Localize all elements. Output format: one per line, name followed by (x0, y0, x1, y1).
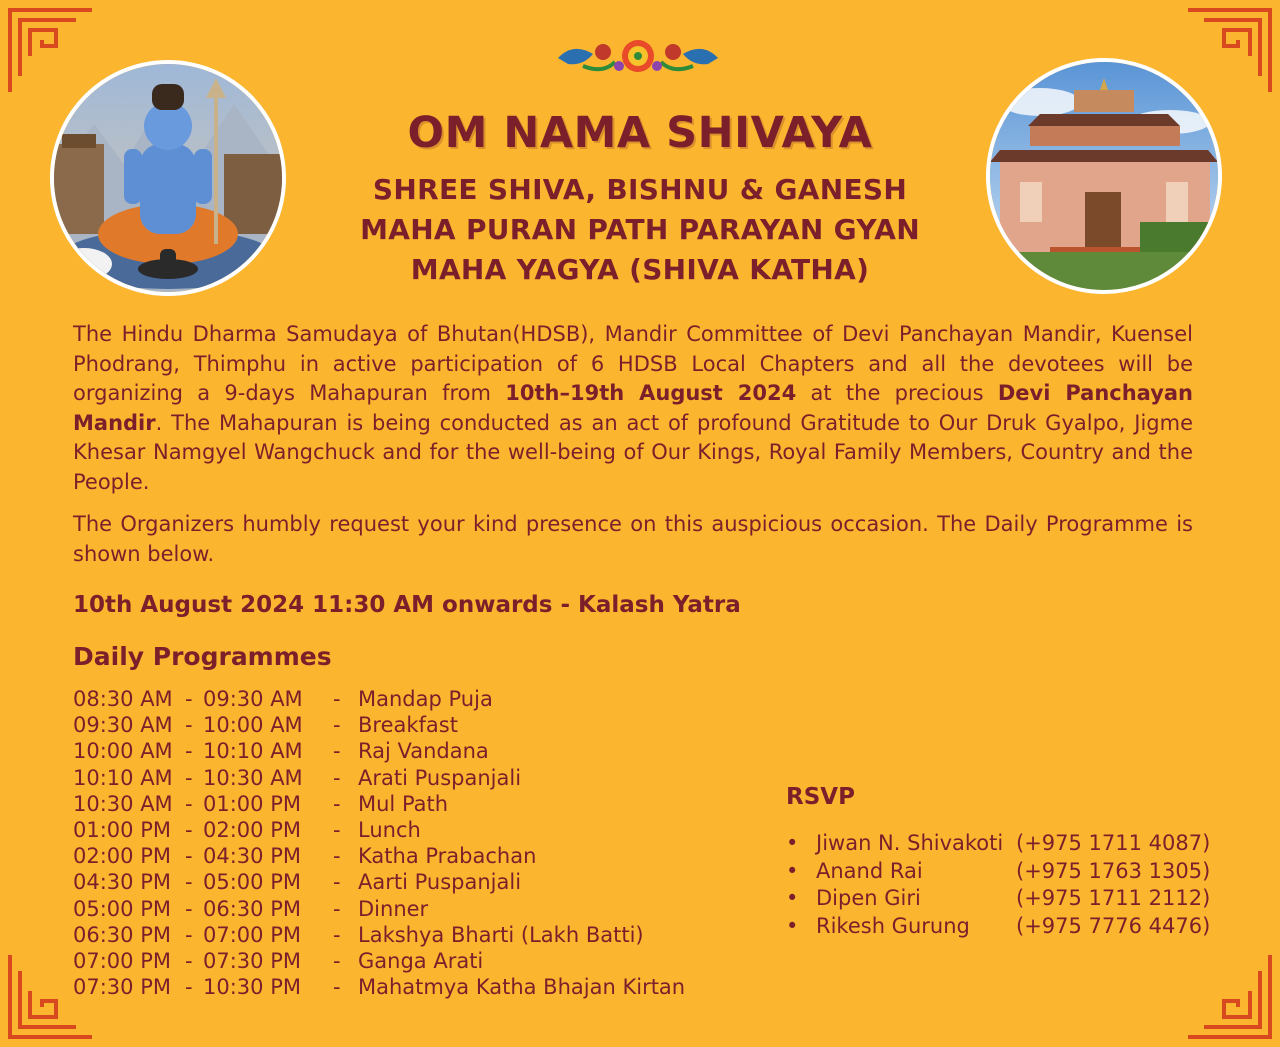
dash: - (185, 949, 193, 974)
intro-text: The Hindu Dharma Samudaya of Bhutan(HDSB), Mandir Committee of Devi Panchayan Mandir, Kuensel Phodrang, Thimphu in active participation of 6 HDSB Local Chapters and all the devotees will be organizing a 9-days Mahapuran from (73, 322, 1193, 405)
event-name: Arati Puspanjali (358, 765, 522, 790)
dash: - (333, 844, 341, 869)
schedule-row (73, 922, 685, 948)
start-time: 10:00 AM (73, 739, 173, 764)
schedule-row (73, 948, 685, 974)
contact-item (786, 885, 1211, 913)
end-time: 10:10 AM (203, 739, 303, 764)
end-time: 07:00 PM (203, 922, 301, 947)
start-time: 05:00 PM (73, 896, 171, 921)
end-time: 07:30 PM (203, 949, 301, 974)
dash: - (185, 687, 193, 711)
intro-text: at the precious (796, 381, 998, 405)
schedule-row (73, 974, 685, 1000)
dash: - (185, 713, 193, 738)
dash: - (185, 896, 193, 921)
contact-item (786, 913, 1211, 941)
event-name: Lunch (358, 818, 421, 843)
bullet: • (786, 858, 799, 883)
subtitle-line: MAHA PURAN PATH PARAYAN GYAN (360, 213, 920, 246)
contact-name: Dipen Giri (816, 886, 921, 910)
start-time: 07:00 PM (73, 949, 171, 974)
rsvp-contacts (786, 830, 1211, 940)
start-time: 07:30 PM (73, 975, 171, 1000)
bullet: • (786, 831, 799, 855)
dash: - (185, 791, 193, 816)
end-time: 04:30 PM (203, 844, 301, 869)
invitation-paragraph: The Organizers humbly request your kind presence on this auspicious occasion. The Daily Programme is shown below. (73, 512, 1193, 566)
schedule-row (73, 686, 685, 712)
floral-ornament (553, 36, 723, 76)
event-name: Mahatmya Katha Bhajan Kirtan (358, 975, 686, 1000)
dash: - (185, 765, 193, 790)
dash: - (333, 896, 341, 921)
corner-ornament-top-left (6, 6, 96, 96)
end-time: 02:00 PM (203, 818, 301, 843)
bullet: • (786, 913, 799, 938)
dash: - (333, 870, 341, 895)
start-time: 01:00 PM (73, 818, 171, 843)
rsvp-heading: RSVP (786, 784, 855, 810)
event-name: Breakfast (358, 713, 458, 738)
schedule-row (73, 817, 685, 843)
schedule-row (73, 843, 685, 869)
subtitle-line: MAHA YAGYA (SHIVA KATHA) (410, 253, 870, 286)
corner-ornament-top-right (1184, 6, 1274, 96)
contact-name: Anand Rai (816, 858, 923, 883)
dash: - (185, 922, 193, 947)
schedule-row (73, 712, 685, 738)
contact-item (786, 830, 1211, 858)
start-time: 10:10 AM (73, 765, 173, 790)
end-time: 10:00 AM (203, 713, 303, 738)
event-dates: 10th–19th August 2024 (505, 381, 797, 405)
contact-name: Rikesh Gurung (816, 913, 970, 938)
contact-item (786, 858, 1211, 886)
end-time: 10:30 PM (203, 975, 301, 1000)
dash: - (185, 818, 193, 843)
schedule-row (73, 738, 685, 764)
contact-name: Jiwan N. Shivakoti (816, 831, 1004, 855)
start-time: 06:30 PM (73, 922, 171, 947)
contact-phone: (+975 1711 4087) (1016, 831, 1211, 855)
daily-schedule (73, 686, 685, 1000)
dash: - (185, 975, 193, 1000)
event-venue: Devi Panchayan Mandir (73, 381, 1194, 435)
kalash-yatra-heading: 10th August 2024 11:30 AM onwards - Kalash Yatra (73, 592, 741, 618)
start-time: 10:30 AM (73, 791, 173, 816)
contact-phone: (+975 1711 2112) (1016, 886, 1211, 910)
dash: - (333, 687, 341, 711)
schedule-row (73, 791, 685, 817)
schedule-row (73, 765, 685, 791)
dash: - (333, 949, 341, 974)
intro-paragraph (73, 320, 1193, 497)
start-time: 04:30 PM (73, 870, 171, 895)
end-time: 06:30 PM (203, 896, 301, 921)
start-time: 08:30 AM (73, 687, 173, 711)
dash: - (185, 739, 193, 764)
event-name: Mandap Puja (358, 687, 493, 711)
event-name: Mul Path (358, 791, 449, 816)
temple-image (986, 58, 1222, 294)
daily-programmes-heading: Daily Programmes (73, 642, 332, 671)
dash: - (333, 739, 341, 764)
event-name: Dinner (358, 896, 429, 921)
dash: - (333, 975, 341, 1000)
dash: - (333, 791, 341, 816)
end-time: 01:00 PM (203, 791, 301, 816)
dash: - (185, 844, 193, 869)
event-name: Raj Vandana (358, 739, 489, 764)
end-time: 10:30 AM (203, 765, 303, 790)
event-subtitle (300, 170, 980, 290)
event-name: Aarti Puspanjali (358, 870, 522, 895)
event-name: Ganga Arati (358, 949, 484, 974)
dash: - (333, 765, 341, 790)
start-time: 02:00 PM (73, 844, 171, 869)
event-name: Lakshya Bharti (Lakh Batti) (358, 922, 644, 947)
intro-text: . The Mahapuran is being conducted as an act of profound Gratitude to Our Druk Gyalpo, Jigme Khesar Namgyel Wangchuck and for the well-being of Our Kings, Royal Family Members, Country and the People. (73, 410, 1193, 494)
shiva-image (50, 60, 286, 296)
dash: - (333, 818, 341, 843)
contact-phone: (+975 1763 1305) (1016, 858, 1211, 883)
end-time: 05:00 PM (203, 870, 301, 895)
event-name: Katha Prabachan (358, 844, 537, 869)
subtitle-line: SHREE SHIVA, BISHNU & GANESH (372, 173, 908, 206)
page-title: OM NAMA SHIVAYA (407, 108, 873, 158)
bullet: • (786, 886, 799, 910)
start-time: 09:30 AM (73, 713, 173, 738)
end-time: 09:30 AM (203, 687, 303, 711)
dash: - (333, 922, 341, 947)
schedule-row (73, 896, 685, 922)
corner-ornament-bottom-right (1184, 951, 1274, 1041)
dash: - (185, 870, 193, 895)
contact-phone: (+975 7776 4476) (1016, 913, 1211, 938)
dash: - (333, 713, 341, 738)
schedule-row (73, 869, 685, 895)
